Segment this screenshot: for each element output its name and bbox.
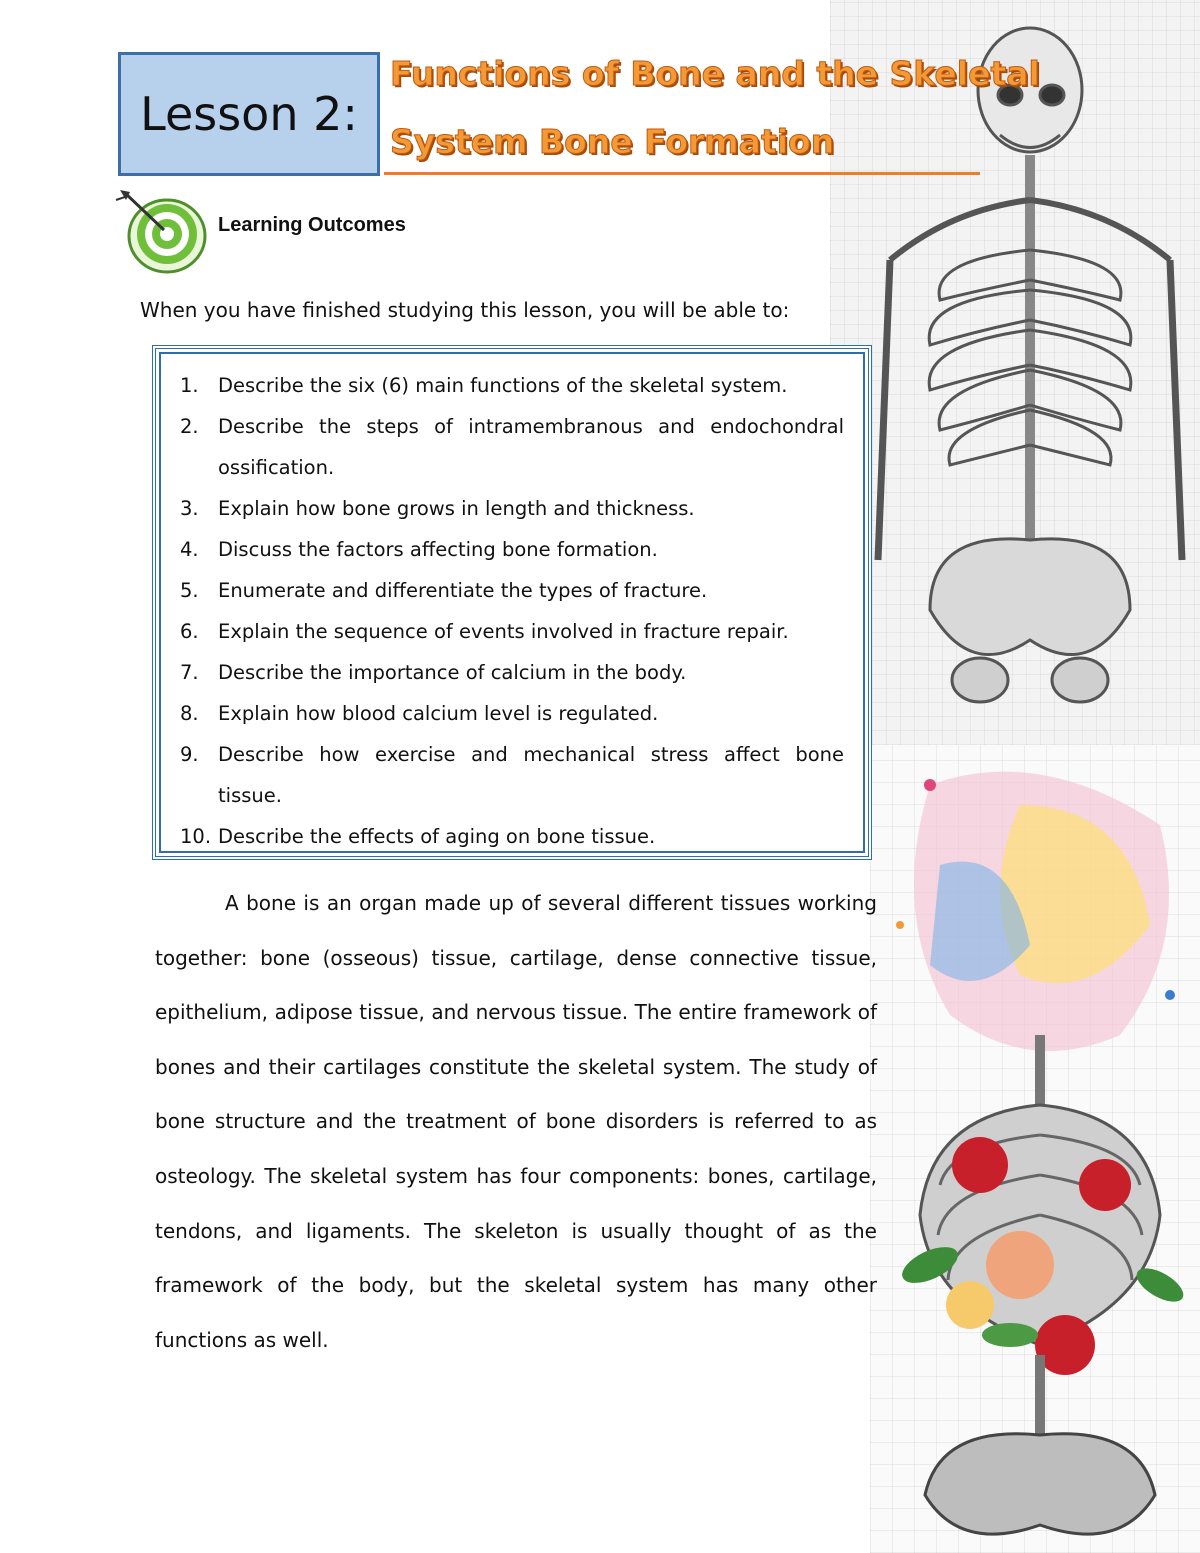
learning-outcomes-heading: Learning Outcomes (218, 214, 406, 236)
lesson-number-box (118, 52, 380, 176)
anatomy-artwork (870, 745, 1200, 1553)
lesson-title (390, 40, 1110, 176)
lesson-title-line-2: System Bone Formation (390, 122, 835, 161)
outcome-item: 8. Explain how blood calcium level is regulated. (180, 702, 659, 725)
target-icon (112, 186, 212, 276)
outcome-item: 10. Describe the effects of aging on bone tissue. (180, 825, 656, 848)
outcome-item: 9. Describe how exercise and mechanical stress affect bone tissue. (180, 743, 844, 807)
outcome-item: 4. Discuss the factors affecting bone formation. (180, 538, 658, 561)
outcome-item: 1. Describe the six (6) main functions of the skeletal system. (180, 374, 788, 397)
outcome-item: 7. Describe the importance of calcium in the body. (180, 661, 687, 684)
outcome-item: 3. Explain how bone grows in length and thickness. (180, 497, 695, 520)
title-divider (384, 172, 980, 175)
body-paragraph: A bone is an organ made up of several different tissues working together: bone (osseous) tissue, cartilage, dense connective tissue, epithelium, adipose tissue, and nervous tissue. The entire framework of bones and their cartilages constitute the skeletal system. The study of bone structure and the treatment of bone disorders is referred to as osteology. The skeletal system has four components: bones, cartilage, tendons, and ligaments. The skeleton is usually thought of as the framework of the body, but the skeletal system has many other functions as well. (155, 891, 877, 1352)
outcome-item: 5. Enumerate and differentiate the types of fracture. (180, 579, 708, 602)
outcomes-list (156, 349, 868, 857)
outcomes-box (152, 345, 872, 860)
outcome-item: 2. Describe the steps of intramembranous and endochondral ossification. (180, 415, 844, 479)
outcomes-intro: When you have finished studying this lesson, you will be able to: (140, 298, 790, 322)
lesson-title-line-1: Functions of Bone and the Skeletal (390, 54, 1040, 93)
lesson-number: Lesson 2: (140, 87, 358, 141)
outcome-item: 6. Explain the sequence of events involved in fracture repair. (180, 620, 789, 643)
